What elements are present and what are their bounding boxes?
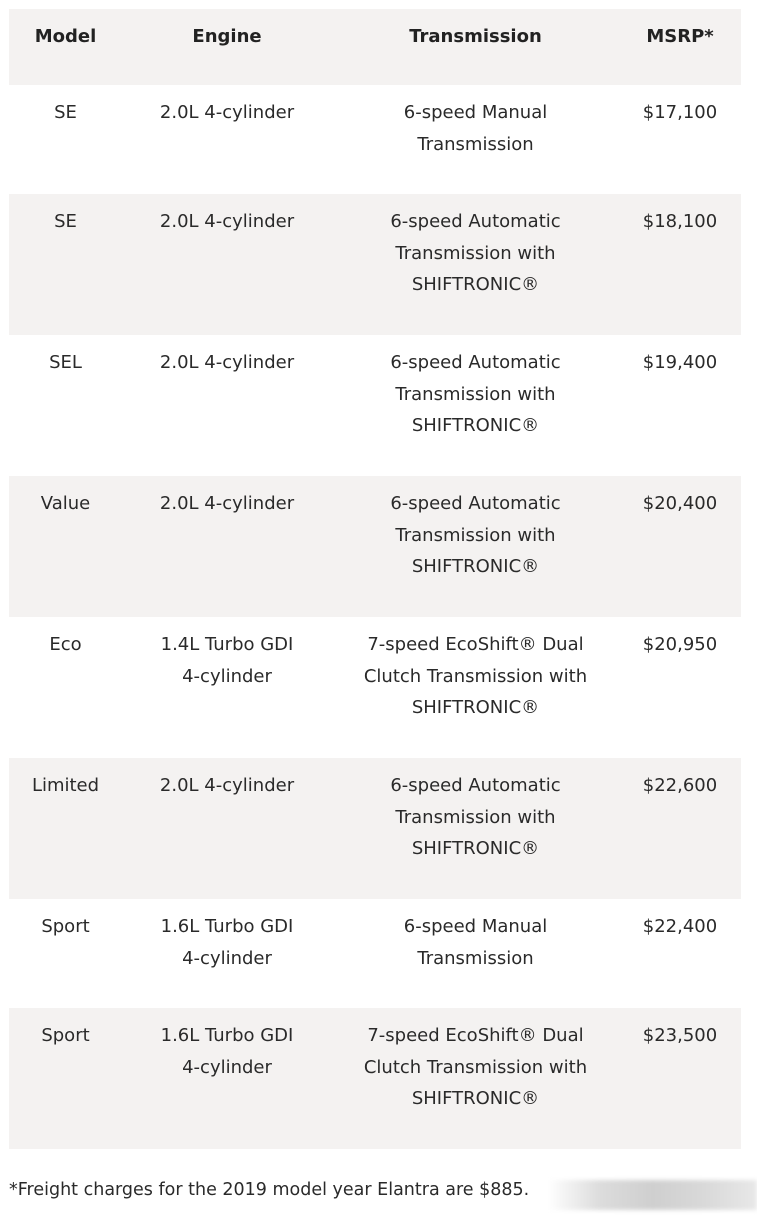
cell-transmission: 6-speed Manual Transmission [403, 102, 548, 155]
cell-transmission: 6-speed Automatic Transmission with SHIFTRONIC® [390, 211, 561, 295]
cell-model: Limited [31, 775, 100, 796]
cell-transmission: 7-speed EcoShift® Dual Clutch Transmission with SHIFTRONIC® [363, 1025, 588, 1109]
table-row [9, 758, 741, 899]
table-row [9, 1008, 741, 1149]
table-row [9, 899, 741, 1008]
cell-model: Sport [41, 1025, 90, 1046]
cell-model: Value [40, 493, 91, 514]
freight-footnote: *Freight charges for the 2019 model year Elantra are $885. [9, 1180, 530, 1200]
cell-model: SEL [49, 352, 82, 373]
blurred-overlay [548, 1180, 757, 1210]
table-row [9, 194, 741, 335]
cell-msrp: $20,950 [642, 634, 718, 655]
cell-engine: 2.0L 4-cylinder [159, 352, 295, 373]
cell-msrp: $17,100 [642, 102, 718, 123]
cell-transmission: 6-speed Automatic Transmission with SHIFTRONIC® [390, 493, 561, 577]
table-row [9, 335, 741, 476]
table-row [9, 617, 741, 758]
cell-engine: 1.6L Turbo GDI 4-cylinder [160, 916, 294, 969]
pricing-table [9, 9, 741, 1149]
cell-msrp: $23,500 [642, 1025, 718, 1046]
table-row [9, 85, 741, 194]
cell-msrp: $22,400 [642, 916, 718, 937]
cell-transmission: 6-speed Manual Transmission [403, 916, 548, 969]
cell-engine: 2.0L 4-cylinder [159, 775, 295, 796]
header-transmission: Transmission [409, 26, 542, 47]
cell-transmission: 6-speed Automatic Transmission with SHIFTRONIC® [390, 352, 561, 436]
cell-msrp: $22,600 [642, 775, 718, 796]
table-header-row [9, 9, 741, 85]
cell-engine: 2.0L 4-cylinder [159, 493, 295, 514]
cell-model: Sport [41, 916, 90, 937]
cell-engine: 1.6L Turbo GDI 4-cylinder [160, 1025, 294, 1078]
cell-msrp: $18,100 [642, 211, 718, 232]
cell-transmission: 6-speed Automatic Transmission with SHIFTRONIC® [390, 775, 561, 859]
header-engine: Engine [192, 26, 262, 47]
header-msrp: MSRP* [646, 26, 714, 47]
cell-msrp: $20,400 [642, 493, 718, 514]
cell-engine: 2.0L 4-cylinder [159, 102, 295, 123]
cell-engine: 1.4L Turbo GDI 4-cylinder [160, 634, 294, 687]
cell-model: Eco [49, 634, 82, 655]
cell-transmission: 7-speed EcoShift® Dual Clutch Transmission with SHIFTRONIC® [363, 634, 588, 718]
table-row [9, 476, 741, 617]
header-model: Model [34, 26, 97, 47]
cell-engine: 2.0L 4-cylinder [159, 211, 295, 232]
cell-model: SE [54, 102, 77, 123]
cell-msrp: $19,400 [642, 352, 718, 373]
cell-model: SE [54, 211, 77, 232]
